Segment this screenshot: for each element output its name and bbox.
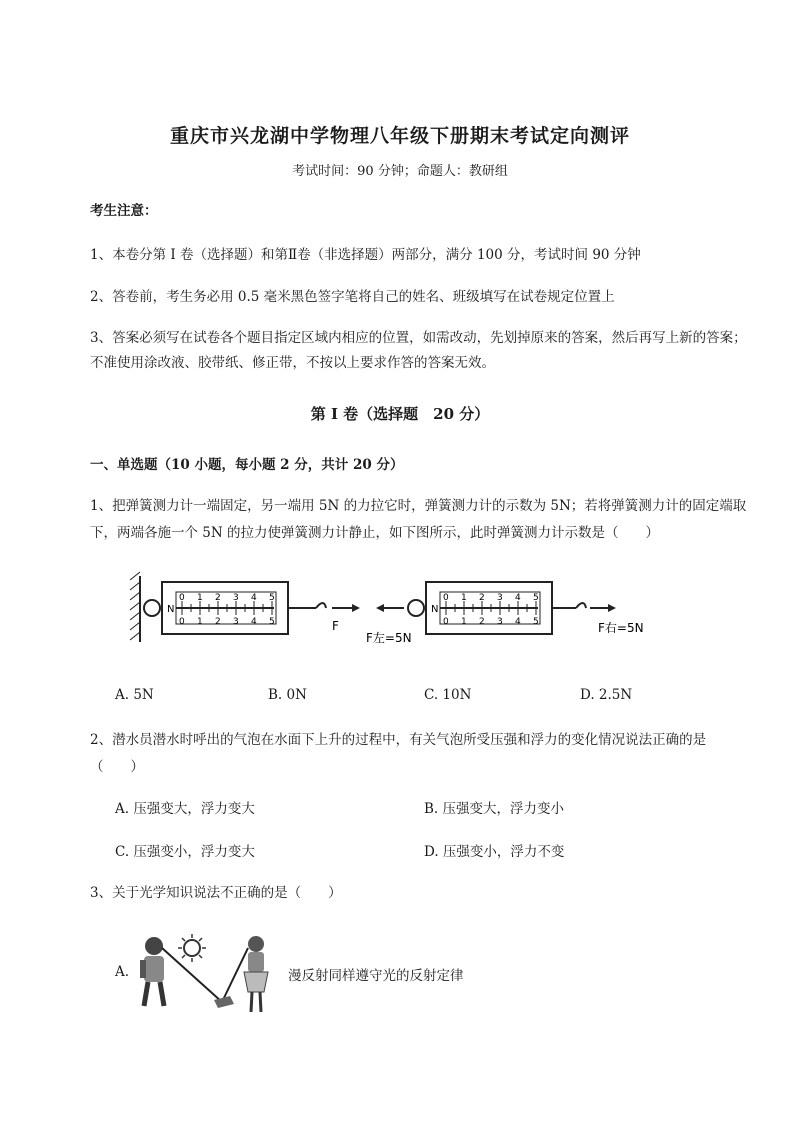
- q3-option-a[interactable]: A.: [115, 964, 130, 980]
- svg-text:0: 0: [179, 593, 185, 603]
- q1-option-c[interactable]: C. 10N: [424, 687, 472, 703]
- q1-option-d[interactable]: D. 2.5N: [580, 687, 633, 703]
- svg-text:1: 1: [197, 617, 203, 627]
- notice-item-2: 2、答卷前，考生务必用 0.5 毫米黑色签字笔将自己的姓名、班级填写在试卷规定位置上: [90, 289, 615, 305]
- svg-text:2: 2: [215, 593, 221, 603]
- question-1-stem: 1、把弹簧测力计一端固定，另一端用 5N 的力拉它时，弹簧测力计的示数为 5N；若将弹簧测力计的固定端取下，两端各施一个 5N 的拉力使弹簧测力计静止，如下图所示，此时弹簧测力计示数是（ ）: [90, 498, 747, 541]
- diffuse-reflection-illustration: [130, 930, 280, 1020]
- girl-figure-icon: [244, 936, 268, 1012]
- q2-option-b[interactable]: B. 压强变大，浮力变小: [424, 801, 565, 817]
- notice-item-1: 1、本卷分第 I 卷（选择题）和第Ⅱ卷（非选择题）两部分，满分 100 分，考试时间 90 分钟: [90, 247, 641, 263]
- svg-text:3: 3: [497, 593, 503, 603]
- svg-text:4: 4: [251, 617, 257, 627]
- svg-text:5: 5: [269, 617, 275, 627]
- svg-text:3: 3: [233, 617, 239, 627]
- svg-text:5: 5: [533, 593, 539, 603]
- svg-text:4: 4: [515, 593, 521, 603]
- spring-scale-left: [144, 582, 360, 634]
- notice-heading: 考生注意：: [90, 203, 158, 219]
- wall-icon: [130, 572, 140, 642]
- q2-option-c[interactable]: C. 压强变小，浮力变大: [115, 844, 255, 860]
- spring-scale-right: [366, 582, 644, 645]
- scale-unit: N: [167, 604, 175, 615]
- notice-item-3: 3、答案必须写在试卷各个题目指定区域内相应的位置，如需改动，先划掉原来的答案，然后再写上新的答案；不准使用涂改液、胶带纸、修正带，不按以上要求作答的答案无效。: [90, 330, 747, 371]
- question-2-stem: 2、潜水员潜水时呼出的气泡在水面下上升的过程中，有关气泡所受压强和浮力的变化情况说法正确的是（ ）: [90, 732, 707, 775]
- boy-figure-icon: [140, 937, 164, 1006]
- svg-text:5: 5: [269, 593, 275, 603]
- svg-text:5: 5: [533, 617, 539, 627]
- q2-option-a[interactable]: A. 压强变大，浮力变大: [115, 801, 255, 817]
- svg-text:2: 2: [479, 593, 485, 603]
- exam-info: 考试时间：90 分钟；命题人：教研组: [292, 164, 508, 179]
- svg-text:2: 2: [215, 617, 221, 627]
- q1-option-b[interactable]: B. 0N: [268, 687, 307, 703]
- spring-scale-figure: [120, 570, 680, 650]
- svg-text:4: 4: [515, 617, 521, 627]
- force-label-right: F右=5N: [598, 621, 644, 635]
- svg-text:3: 3: [233, 593, 239, 603]
- svg-text:N: N: [431, 604, 439, 615]
- svg-text:1: 1: [461, 617, 467, 627]
- svg-text:4: 4: [251, 593, 257, 603]
- svg-text:1: 1: [461, 593, 467, 603]
- svg-text:0: 0: [179, 617, 185, 627]
- svg-text:1: 1: [197, 593, 203, 603]
- svg-text:0: 0: [443, 617, 449, 627]
- q3-option-a-text[interactable]: 漫反射同样遵守光的反射定律: [288, 968, 464, 984]
- section-title: 第 I 卷（选择题 20 分）: [310, 405, 490, 423]
- force-label-f: F: [332, 619, 339, 633]
- light-rays: [162, 948, 248, 1002]
- force-label-left: F左=5N: [366, 631, 412, 645]
- q1-option-a[interactable]: A. 5N: [115, 687, 154, 703]
- svg-text:2: 2: [479, 617, 485, 627]
- svg-text:0: 0: [443, 593, 449, 603]
- svg-text:3: 3: [497, 617, 503, 627]
- part-heading: 一、单选题（10 小题，每小题 2 分，共计 20 分）: [90, 457, 404, 473]
- sun-icon: [178, 934, 206, 962]
- q2-option-d[interactable]: D. 压强变小，浮力不变: [424, 844, 565, 860]
- question-3-stem: 3、关于光学知识说法不正确的是（ ）: [90, 885, 342, 901]
- page-title: 重庆市兴龙湖中学物理八年级下册期末考试定向测评: [169, 125, 630, 147]
